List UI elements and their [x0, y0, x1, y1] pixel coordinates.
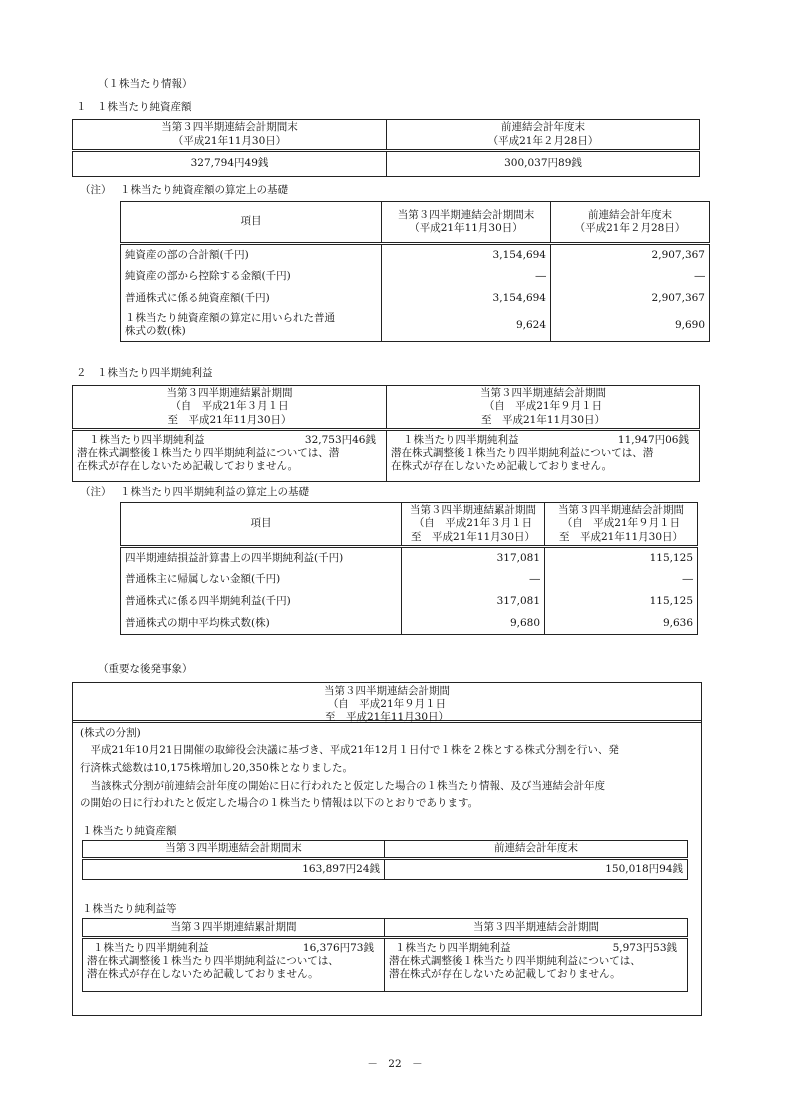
sub-eps-label: １株当たり四半期純利益 [395, 942, 511, 954]
sub-eps-table [82, 918, 688, 992]
row-label: 普通株式の期中平均株式数(株) [121, 613, 402, 635]
eps-basis-title: １株当たり四半期純利益の算定上の基礎 [120, 486, 309, 498]
eps-basis-col2-title: 当第３四半期連結会計期間 [558, 504, 684, 517]
row-value: 2,907,367 [551, 288, 710, 310]
subsequent-period-to: 至 平成21年11月30日） [324, 711, 450, 724]
eps-line2 [391, 434, 695, 447]
nav-basis-note-label: （注） [80, 184, 112, 196]
page-number: － 22 － [367, 1058, 423, 1070]
eps-col1-from: （自 平成21年３月１日 [170, 400, 289, 413]
eps-col2-to: 至 平成21年11月30日） [480, 413, 606, 426]
row-value: 9,690 [551, 310, 710, 342]
row-value: 9,636 [545, 613, 698, 635]
eps-basis-col2-header [545, 503, 698, 547]
eps-col2-header [387, 386, 700, 430]
subsequent-period-header [72, 683, 702, 723]
nav-basis-col2-header [551, 202, 710, 244]
eps-diluted-line2: 在株式が存在しないため記載しておりません。 [77, 460, 299, 473]
nav-heading: １ １株当たり純資産額 [76, 101, 192, 113]
split-para1-line1: 平成21年10月21日開催の取締役会決議に基づき、平成21年12月１日付で１株を２株とする株式分割を行い、発 [90, 744, 619, 756]
row-label: 四半期連結損益計算書上の四半期純利益(千円) [121, 547, 402, 569]
eps-col1-to: 至 平成21年11月30日） [167, 413, 292, 426]
sub-eps-line1 [87, 942, 380, 955]
sub-eps-diluted-line2: 潜在株式が存在しないため記載しておりません。 [389, 968, 621, 981]
row-value: ― [382, 266, 551, 288]
sub-eps-diluted-line1: 潜在株式調整後１株当たり四半期純利益については、 [87, 955, 339, 968]
eps-table [72, 385, 700, 482]
nav-col1-title: 当第３四半期連結会計期間末 [161, 121, 298, 134]
eps-basis-col1-to: 至 平成21年11月30日） [410, 530, 536, 543]
eps-line1 [77, 434, 382, 447]
row-label [121, 310, 382, 342]
table-row [121, 288, 710, 310]
row-value: ― [551, 266, 710, 288]
nav-col2-date: （平成21年２月28日） [487, 134, 599, 147]
eps-val1: 32,753円46銭 [304, 434, 376, 446]
subsequent-period-from: （自 平成21年９月１日 [327, 698, 447, 711]
eps-basis-table [120, 502, 698, 635]
sub-nav-col2: 前連結会計年度末 [385, 841, 688, 859]
row-label: 純資産の部から控除する金額(千円) [121, 266, 382, 288]
sub-nav-col1: 当第３四半期連結会計期間末 [83, 841, 385, 859]
sub-nav-val1: 163,897円24銭 [83, 859, 385, 880]
nav-col2-header [387, 120, 700, 151]
table-row [121, 613, 698, 635]
nav-table [72, 119, 700, 177]
eps-basis-col1-from: （自 平成21年３月１日 [413, 517, 533, 530]
table-row [121, 569, 698, 591]
split-para2-line1: 当該株式分割が前連結会計年度の開始に日に行われたと仮定した場合の１株当たり情報、及び当連結会計年度 [90, 780, 605, 792]
row-value: 9,624 [382, 310, 551, 342]
eps-diluted-line1: 潜在株式調整後１株当たり四半期純利益については、潜 [391, 447, 654, 460]
row-value: 9,680 [402, 613, 545, 635]
subsequent-heading: （重要な後発事象） [98, 663, 193, 675]
eps-basis-col1-header [402, 503, 545, 547]
nav-val2: 300,037円89銭 [387, 151, 700, 177]
sub-eps-diluted-line2: 潜在株式が存在しないため記載しておりません。 [87, 968, 319, 981]
eps-basis-col2-from: （自 平成21年９月１日 [561, 517, 681, 530]
eps-basis-col1-title: 当第３四半期連結累計期間 [410, 504, 536, 517]
split-title: (株式の分割) [80, 727, 141, 739]
sub-nav-val2: 150,018円94銭 [385, 859, 688, 880]
nav-basis-col1-date: （平成21年11月30日） [409, 222, 523, 234]
nav-val1: 327,794円49銭 [73, 151, 387, 177]
table-row [121, 244, 710, 266]
sub-eps-cell2 [385, 938, 688, 992]
eps-label: １株当たり四半期純利益 [89, 434, 205, 446]
sub-eps-val2: 5,973円53銭 [612, 942, 677, 954]
nav-basis-col2-title: 前連結会計年度末 [588, 208, 672, 221]
nav-col2-title: 前連結会計年度末 [501, 121, 585, 134]
nav-basis-table [120, 201, 710, 342]
row-value: 115,125 [545, 591, 698, 613]
eps-diluted-line1: 潜在株式調整後１株当たり四半期純利益については、潜 [77, 447, 340, 460]
sub-nav-table [82, 840, 688, 880]
row-value: 317,081 [402, 591, 545, 613]
split-para2-line2: の開始の日に行われたと仮定した場合の１株当たり情報は以下のとおりであります。 [80, 797, 479, 809]
row-value: 317,081 [402, 547, 545, 569]
eps-cell1 [73, 430, 387, 482]
eps-col2-from: （自 平成21年９月１日 [483, 400, 603, 413]
sub-eps-title: １株当たり純利益等 [82, 903, 177, 915]
sub-eps-col1: 当第３四半期連結累計期間 [83, 919, 385, 938]
eps-col2-title: 当第３四半期連結会計期間 [480, 387, 606, 400]
row-label: 普通株式に係る四半期純利益(千円) [121, 591, 402, 613]
sub-eps-col2: 当第３四半期連結会計期間 [385, 919, 688, 938]
table-row [121, 591, 698, 613]
eps-basis-item-header: 項目 [121, 503, 402, 547]
eps-diluted-line2: 在株式が存在しないため記載しておりません。 [391, 460, 613, 473]
row-value: 115,125 [545, 547, 698, 569]
sub-eps-cell1 [83, 938, 385, 992]
row-label: 普通株式に係る純資産額(千円) [121, 288, 382, 310]
nav-basis-col2-date: （平成21年２月28日） [574, 222, 686, 234]
row-value: 3,154,694 [382, 288, 551, 310]
subsequent-period-title: 当第３四半期連結会計期間 [324, 685, 450, 697]
eps-label: １株当たり四半期純利益 [403, 434, 519, 446]
table-row [121, 310, 710, 342]
sub-eps-label: １株当たり四半期純利益 [93, 942, 209, 954]
nav-basis-col1-header [382, 202, 551, 244]
row-value: 3,154,694 [382, 244, 551, 266]
row-value: 2,907,367 [551, 244, 710, 266]
nav-basis-col1-title: 当第３四半期連結会計期間末 [397, 208, 535, 221]
sub-eps-line2 [389, 942, 683, 955]
row-label: 純資産の部の合計額(千円) [121, 244, 382, 266]
sub-eps-diluted-line1: 潜在株式調整後１株当たり四半期純利益については、 [389, 955, 641, 968]
nav-col1-date: （平成21年11月30日） [172, 134, 287, 147]
section-heading-per-share-info: （１株当たり情報） [98, 78, 193, 90]
nav-basis-title: １株当たり純資産額の算定上の基礎 [120, 184, 288, 196]
eps-basis-col2-to: 至 平成21年11月30日） [558, 530, 684, 543]
row-value: ― [402, 569, 545, 591]
row-label: 普通株主に帰属しない金額(千円) [121, 569, 402, 591]
row-value: ― [545, 569, 698, 591]
table-row [121, 266, 710, 288]
eps-basis-note-label: （注） [80, 486, 112, 498]
sub-nav-title: １株当たり純資産額 [82, 825, 177, 837]
row-label-line1: １株当たり純資産額の算定に用いられた普通 [125, 312, 335, 325]
table-row [121, 547, 698, 569]
eps-col1-header [73, 386, 387, 430]
nav-basis-item-header: 項目 [121, 202, 382, 244]
eps-heading: ２ １株当たり四半期純利益 [76, 367, 213, 379]
eps-val2: 11,947円06銭 [617, 434, 689, 446]
row-label-line2: 株式の数(株) [125, 325, 186, 338]
eps-col1-title: 当第３四半期連結累計期間 [166, 387, 293, 400]
split-para1-line2: 行済株式総数は10,175株増加し20,350株となりました。 [80, 762, 353, 774]
nav-col1-header [73, 120, 387, 151]
sub-eps-val1: 16,376円73銭 [302, 942, 374, 954]
eps-cell2 [387, 430, 700, 482]
